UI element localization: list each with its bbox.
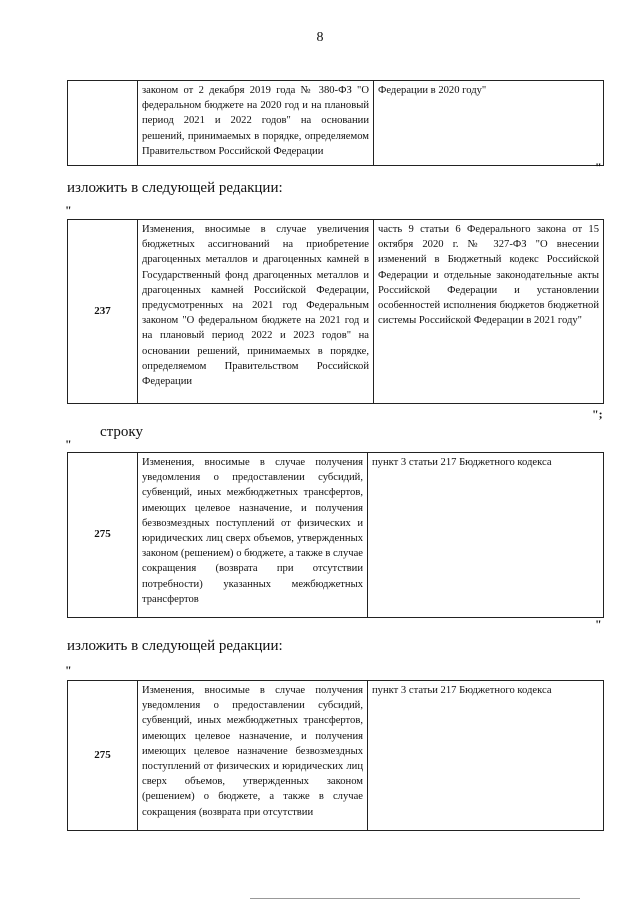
instruction-heading: изложить в следующей редакции: xyxy=(67,638,283,654)
closing-quote: "; xyxy=(592,407,603,421)
page-edge-line xyxy=(250,898,580,899)
row-number: 237 xyxy=(68,220,138,404)
table-row xyxy=(68,220,604,404)
closing-quote: " xyxy=(595,617,602,631)
row-description: Изменения, вносимые в случае получения уведомления о предоставлении субсидий, субвенций, иных межбюджетных трансфертов, имеющих целевое назначение, и получения имеющих целевое назначение безвозмездных поступлений от физических и юридических лиц сверх объемов, утвержденных законом (решением) о бюджете, а также в случае сокращения (возврата при отсутствии xyxy=(138,681,368,831)
instruction-heading: строку xyxy=(100,424,143,440)
page-number: 8 xyxy=(316,30,324,45)
opening-quote: " xyxy=(65,437,72,451)
opening-quote: " xyxy=(65,203,72,217)
instruction-heading: изложить в следующей редакции: xyxy=(67,180,283,196)
table-continuation xyxy=(67,80,604,166)
table-row xyxy=(68,81,604,166)
row-description: законом от 2 декабря 2019 года № 380-ФЗ "О федеральном бюджете на 2020 год и на плановый период 2021 и 2022 годов" на основании решений, принимаемых в порядке, определяемом Правительством Российской Федерации xyxy=(138,81,374,166)
closing-quote: " xyxy=(595,160,602,174)
table-row-275-new xyxy=(67,680,604,831)
table-row-237 xyxy=(67,219,604,404)
row-number: 275 xyxy=(68,681,138,831)
row-legal-basis: пункт 3 статьи 217 Бюджетного кодекса xyxy=(368,453,604,618)
row-legal-basis: пункт 3 статьи 217 Бюджетного кодекса xyxy=(368,681,604,831)
row-legal-basis: часть 9 статьи 6 Федерального закона от 15 октября 2020 г. № 327-ФЗ "О внесении изменений в Бюджетный кодекс Российской Федерации и отдельные законодательные акты Российской Федерации и установлении особенностей исполнения бюджетов бюджетной системы Российской Федерации в 2021 году" xyxy=(374,220,604,404)
table-row xyxy=(68,453,604,618)
table-row-275-old xyxy=(67,452,604,618)
row-number: 275 xyxy=(68,453,138,618)
row-legal-basis: Федерации в 2020 году" xyxy=(374,81,604,166)
opening-quote: " xyxy=(65,663,72,677)
row-description: Изменения, вносимые в случае увеличения бюджетных ассигнований на приобретение драгоценных металлов и драгоценных камней в Государственный фонд драгоценных металлов и драгоценных камней Российской Федерации, предусмотренных на 2021 год Федеральным законом "О федеральном бюджете на 2021 год и на плановый период 2022 и 2023 годов" на основании решений, принимаемых в порядке, определяемом Правительством Российской Федерации xyxy=(138,220,374,404)
row-description: Изменения, вносимые в случае получения уведомления о предоставлении субсидий, субвенций, иных межбюджетных трансфертов, имеющих целевое назначение, и получения безвозмездных поступлений от физических и юридических лиц сверх объемов, утвержденных законом (решением) о бюджете, а также в случае сокращения (возврата при отсутствии потребности) указанных межбюджетных трансфертов xyxy=(138,453,368,618)
table-row xyxy=(68,681,604,831)
row-number-cell xyxy=(68,81,138,166)
